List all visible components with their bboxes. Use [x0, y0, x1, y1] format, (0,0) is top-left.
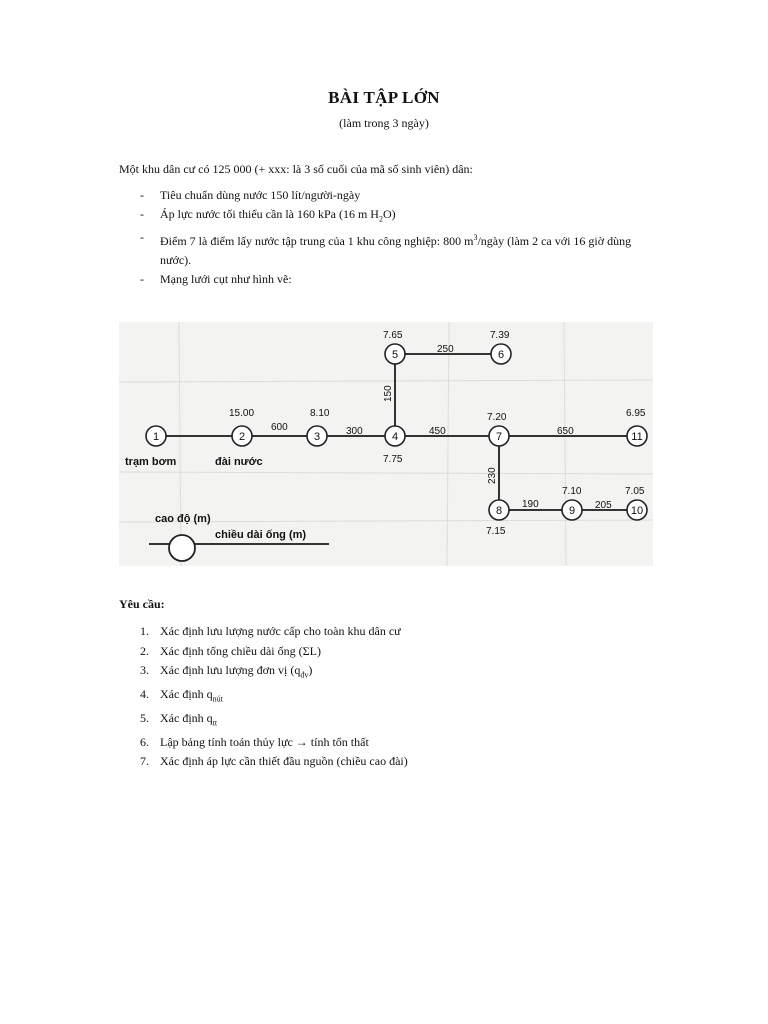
item-number: 7. — [140, 754, 149, 769]
node-10 — [627, 500, 647, 520]
requirement-text: Xác định lưu lượng đơn vị (q — [160, 663, 301, 677]
node-8 — [489, 500, 509, 520]
requirement-text: Xác định áp lực cần thiết đầu nguồn (chiều cao đài) — [160, 754, 408, 769]
item-number: 2. — [140, 643, 149, 658]
list-item — [140, 270, 660, 289]
length-pipe-8-9: 190 — [522, 499, 539, 510]
subscript: 2 — [378, 214, 383, 224]
node-3-label: 3 — [313, 431, 321, 443]
elev-node-5: 7.65 — [383, 330, 403, 341]
elev-node-11: 6.95 — [626, 408, 646, 419]
requirement-text: Xác định q — [160, 710, 213, 725]
bullet-text: Mạng lưới cụt như hình vẽ: — [160, 272, 292, 287]
elev-node-6: 7.39 — [490, 330, 510, 341]
document-title: BÀI TẬP LỚN — [328, 88, 440, 107]
legend-node-symbol — [169, 535, 195, 561]
bullet-text: Tiêu chuẩn dùng nước 150 lít/người-ngày — [160, 188, 361, 202]
list-item — [140, 622, 660, 642]
list-item — [140, 733, 660, 753]
length-pipe-5-6: 250 — [437, 344, 454, 355]
node-3 — [307, 426, 327, 446]
water-tower-label: đài nước — [215, 456, 263, 468]
node-9 — [562, 500, 582, 520]
elev-node-10: 7.05 — [625, 486, 645, 497]
length-pipe-3-4: 300 — [346, 426, 363, 437]
elev-node-2: 15.00 — [229, 408, 255, 419]
node-7 — [489, 426, 509, 446]
document-subtitle: (làm trong 3 ngày) — [339, 116, 429, 130]
list-item — [140, 661, 660, 685]
node-4-label: 4 — [391, 431, 399, 443]
node-2 — [232, 426, 252, 446]
node-10-label: 10 — [630, 505, 644, 517]
bullet-dash: - — [140, 272, 144, 287]
elev-node-4: 7.75 — [383, 454, 403, 465]
bullet-text: Điểm 7 là điểm lấy nước tập trung của 1 khu công nghiệp: 800 m — [160, 234, 474, 249]
node-5-label: 5 — [391, 349, 399, 361]
subscript: tt — [212, 718, 218, 728]
list-item — [140, 186, 660, 205]
node-8-label: 8 — [495, 505, 503, 517]
pump-station-label: trạm bơm — [125, 456, 177, 468]
node-1 — [146, 426, 166, 446]
subscript: đv — [300, 670, 309, 680]
requirement-text: Xác định tổng chiều dài ống (ΣL) — [160, 643, 321, 658]
legend-length: chiều dài ống (m) — [215, 529, 307, 541]
requirement-text: ) — [308, 663, 313, 677]
node-5 — [385, 344, 405, 364]
node-1-label: 1 — [152, 431, 160, 443]
list-item — [140, 205, 660, 228]
list-item — [140, 228, 660, 270]
requirement-text: Xác định lưu lượng nước cấp cho toàn khu dân cư — [160, 624, 401, 638]
list-item — [140, 642, 660, 662]
length-pipe-4-7: 450 — [429, 426, 446, 437]
length-pipe-7-8: 230 — [487, 467, 498, 484]
length-pipe-4-5: 150 — [383, 385, 394, 402]
item-number: 5. — [140, 710, 149, 725]
node-4 — [385, 426, 405, 446]
node-7-label: 7 — [495, 431, 503, 443]
item-number: 4. — [140, 686, 149, 701]
bullet-dash: - — [140, 188, 144, 202]
item-number: 6. — [140, 734, 149, 749]
node-11 — [627, 426, 647, 446]
requirement-text: Lập bảng tính toán thủy lực → tính tổn thất — [160, 734, 369, 749]
elev-node-9: 7.10 — [562, 486, 582, 497]
list-item — [140, 685, 660, 709]
node-6-label: 6 — [497, 349, 505, 361]
node-11-label: 11 — [631, 431, 643, 443]
item-number: 3. — [140, 663, 149, 677]
intro-paragraph: Một khu dân cư có 125 000 (+ xxx: là 3 số cuối của mã số sinh viên) dân: — [119, 162, 473, 176]
network-diagram — [119, 322, 653, 566]
node-9-label: 9 — [568, 505, 576, 517]
length-pipe-9-10: 205 — [595, 500, 612, 511]
requirements-list — [140, 622, 660, 772]
bullet-dash: - — [140, 207, 144, 221]
item-number: 1. — [140, 624, 149, 638]
network-diagram-svg — [119, 322, 653, 566]
requirements-heading: Yêu cầu: — [119, 597, 165, 611]
superscript: 3 — [473, 233, 478, 243]
bullet-text: O) — [382, 207, 396, 221]
bullet-dash: - — [140, 230, 144, 245]
legend — [149, 513, 329, 561]
elev-node-7: 7.20 — [487, 412, 507, 423]
list-item — [140, 752, 660, 772]
requirement-text: Xác định q — [160, 686, 213, 701]
node-2-label: 2 — [238, 431, 246, 443]
node-6 — [491, 344, 511, 364]
bullet-text: /ngày (làm 2 ca với 16 giờ dùng nước). — [160, 234, 632, 268]
legend-elevation: cao độ (m) — [155, 513, 211, 525]
bullet-text: Áp lực nước tối thiểu cần là 160 kPa (16 m H — [160, 207, 379, 221]
elev-node-3: 8.10 — [310, 408, 330, 419]
elev-node-8: 7.15 — [486, 526, 506, 537]
length-pipe-2-3: 600 — [271, 422, 288, 433]
subscript: nút — [212, 694, 223, 704]
length-pipe-7-11: 650 — [557, 426, 574, 437]
conditions-list — [140, 186, 660, 289]
list-item — [140, 709, 660, 733]
